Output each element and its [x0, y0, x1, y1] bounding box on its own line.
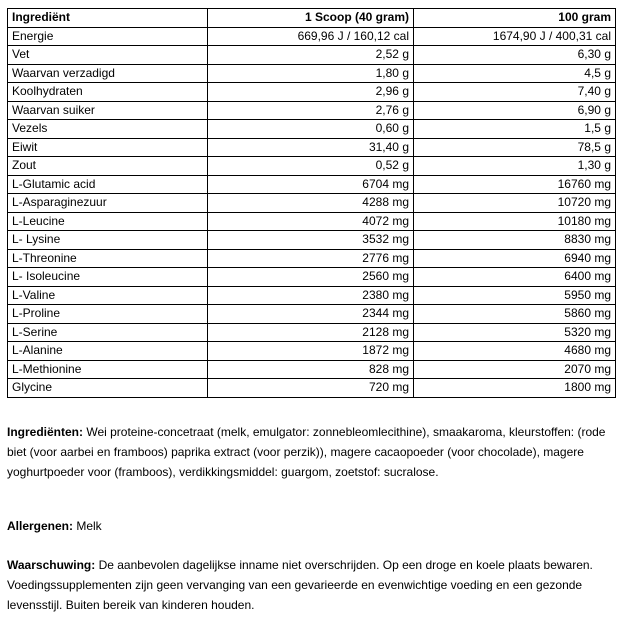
value-per-100g: 4,5 g	[414, 64, 616, 83]
ingredients-label: Ingrediënten:	[7, 425, 84, 439]
table-row	[8, 175, 616, 194]
table-row	[8, 83, 616, 102]
table-row	[8, 379, 616, 398]
value-per-100g: 10180 mg	[414, 212, 616, 231]
table-row	[8, 64, 616, 83]
value-per-scoop: 1,80 g	[208, 64, 414, 83]
table-row	[8, 305, 616, 324]
nutrient-name: L-Alanine	[8, 342, 208, 361]
nutrient-name: Eiwit	[8, 138, 208, 157]
value-per-100g: 16760 mg	[414, 175, 616, 194]
value-per-100g: 5320 mg	[414, 323, 616, 342]
table-row	[8, 46, 616, 65]
table-row	[8, 268, 616, 287]
nutrient-name: L-Asparaginezuur	[8, 194, 208, 213]
value-per-scoop: 669,96 J / 160,12 cal	[208, 27, 414, 46]
header-100g: 100 gram	[414, 9, 616, 28]
value-per-100g: 1,30 g	[414, 157, 616, 176]
table-row	[8, 323, 616, 342]
nutrient-name: Zout	[8, 157, 208, 176]
value-per-scoop: 2,52 g	[208, 46, 414, 65]
value-per-100g: 78,5 g	[414, 138, 616, 157]
table-row	[8, 27, 616, 46]
warning-label: Waarschuwing:	[7, 558, 96, 572]
value-per-scoop: 2128 mg	[208, 323, 414, 342]
value-per-scoop: 2,76 g	[208, 101, 414, 120]
value-per-scoop: 0,52 g	[208, 157, 414, 176]
table-row	[8, 120, 616, 139]
value-per-scoop: 828 mg	[208, 360, 414, 379]
value-per-100g: 7,40 g	[414, 83, 616, 102]
value-per-scoop: 2776 mg	[208, 249, 414, 268]
value-per-100g: 1,5 g	[414, 120, 616, 139]
nutrient-name: L-Proline	[8, 305, 208, 324]
header-ingredient: Ingrediënt	[8, 9, 208, 28]
value-per-100g: 1674,90 J / 400,31 cal	[414, 27, 616, 46]
nutrient-name: Waarvan verzadigd	[8, 64, 208, 83]
table-row	[8, 157, 616, 176]
allergens-label: Allergenen:	[7, 519, 74, 533]
ingredients-text: Wei proteine-concetraat (melk, emulgator: zonnebleomlecithine), smaakaroma, kleurstoffen: (rode biet (voor aarbei en framboos) paprika extract (voor perzik)), magere cacaopoeder (voor chocolade), magere yoghurtpoeder voor (framboos), verdikkingsmiddel: guargom, zoetstof: sucralose.	[7, 425, 606, 479]
table-row	[8, 342, 616, 361]
value-per-100g: 6,90 g	[414, 101, 616, 120]
value-per-scoop: 2,96 g	[208, 83, 414, 102]
nutrient-name: L-Leucine	[8, 212, 208, 231]
nutrient-name: L-Valine	[8, 286, 208, 305]
value-per-100g: 4680 mg	[414, 342, 616, 361]
value-per-100g: 2070 mg	[414, 360, 616, 379]
warning-text: De aanbevolen dagelijkse inname niet overschrijden. Op een droge en koele plaats bewaren. Voedingssupplementen zijn geen vervanging van een gevarieerde en evenwichtige voeding en een gezonde levensstijl. Buiten bereik van kinderen houden.	[7, 558, 593, 612]
table-row	[8, 231, 616, 250]
header-scoop: 1 Scoop (40 gram)	[208, 9, 414, 28]
value-per-scoop: 0,60 g	[208, 120, 414, 139]
nutrient-name: L-Methionine	[8, 360, 208, 379]
value-per-scoop: 720 mg	[208, 379, 414, 398]
allergens-text: Melk	[73, 519, 102, 533]
table-header-row	[8, 9, 616, 28]
table-row	[8, 286, 616, 305]
value-per-100g: 6940 mg	[414, 249, 616, 268]
nutrient-name: L- Lysine	[8, 231, 208, 250]
nutrient-name: Koolhydraten	[8, 83, 208, 102]
nutrient-name: L-Serine	[8, 323, 208, 342]
warning-paragraph	[7, 555, 615, 615]
value-per-100g: 5950 mg	[414, 286, 616, 305]
value-per-100g: 10720 mg	[414, 194, 616, 213]
nutrient-name: Glycine	[8, 379, 208, 398]
nutrient-name: Vezels	[8, 120, 208, 139]
value-per-100g: 6400 mg	[414, 268, 616, 287]
value-per-scoop: 1872 mg	[208, 342, 414, 361]
nutrient-name: L-Threonine	[8, 249, 208, 268]
nutrient-name: L- Isoleucine	[8, 268, 208, 287]
value-per-scoop: 4288 mg	[208, 194, 414, 213]
table-row	[8, 101, 616, 120]
value-per-scoop: 31,40 g	[208, 138, 414, 157]
table-row	[8, 138, 616, 157]
value-per-scoop: 3532 mg	[208, 231, 414, 250]
table-row	[8, 249, 616, 268]
nutrition-table	[7, 8, 616, 398]
nutrient-name: L-Glutamic acid	[8, 175, 208, 194]
value-per-scoop: 2380 mg	[208, 286, 414, 305]
allergens-paragraph	[7, 516, 615, 536]
nutrient-name: Waarvan suiker	[8, 101, 208, 120]
table-row	[8, 360, 616, 379]
value-per-scoop: 6704 mg	[208, 175, 414, 194]
value-per-100g: 6,30 g	[414, 46, 616, 65]
nutrient-name: Vet	[8, 46, 208, 65]
value-per-scoop: 4072 mg	[208, 212, 414, 231]
nutrient-name: Energie	[8, 27, 208, 46]
value-per-100g: 5860 mg	[414, 305, 616, 324]
nutrition-table-body	[8, 27, 616, 397]
table-row	[8, 194, 616, 213]
table-row	[8, 212, 616, 231]
value-per-scoop: 2344 mg	[208, 305, 414, 324]
value-per-100g: 8830 mg	[414, 231, 616, 250]
value-per-100g: 1800 mg	[414, 379, 616, 398]
value-per-scoop: 2560 mg	[208, 268, 414, 287]
ingredients-paragraph	[7, 422, 615, 482]
